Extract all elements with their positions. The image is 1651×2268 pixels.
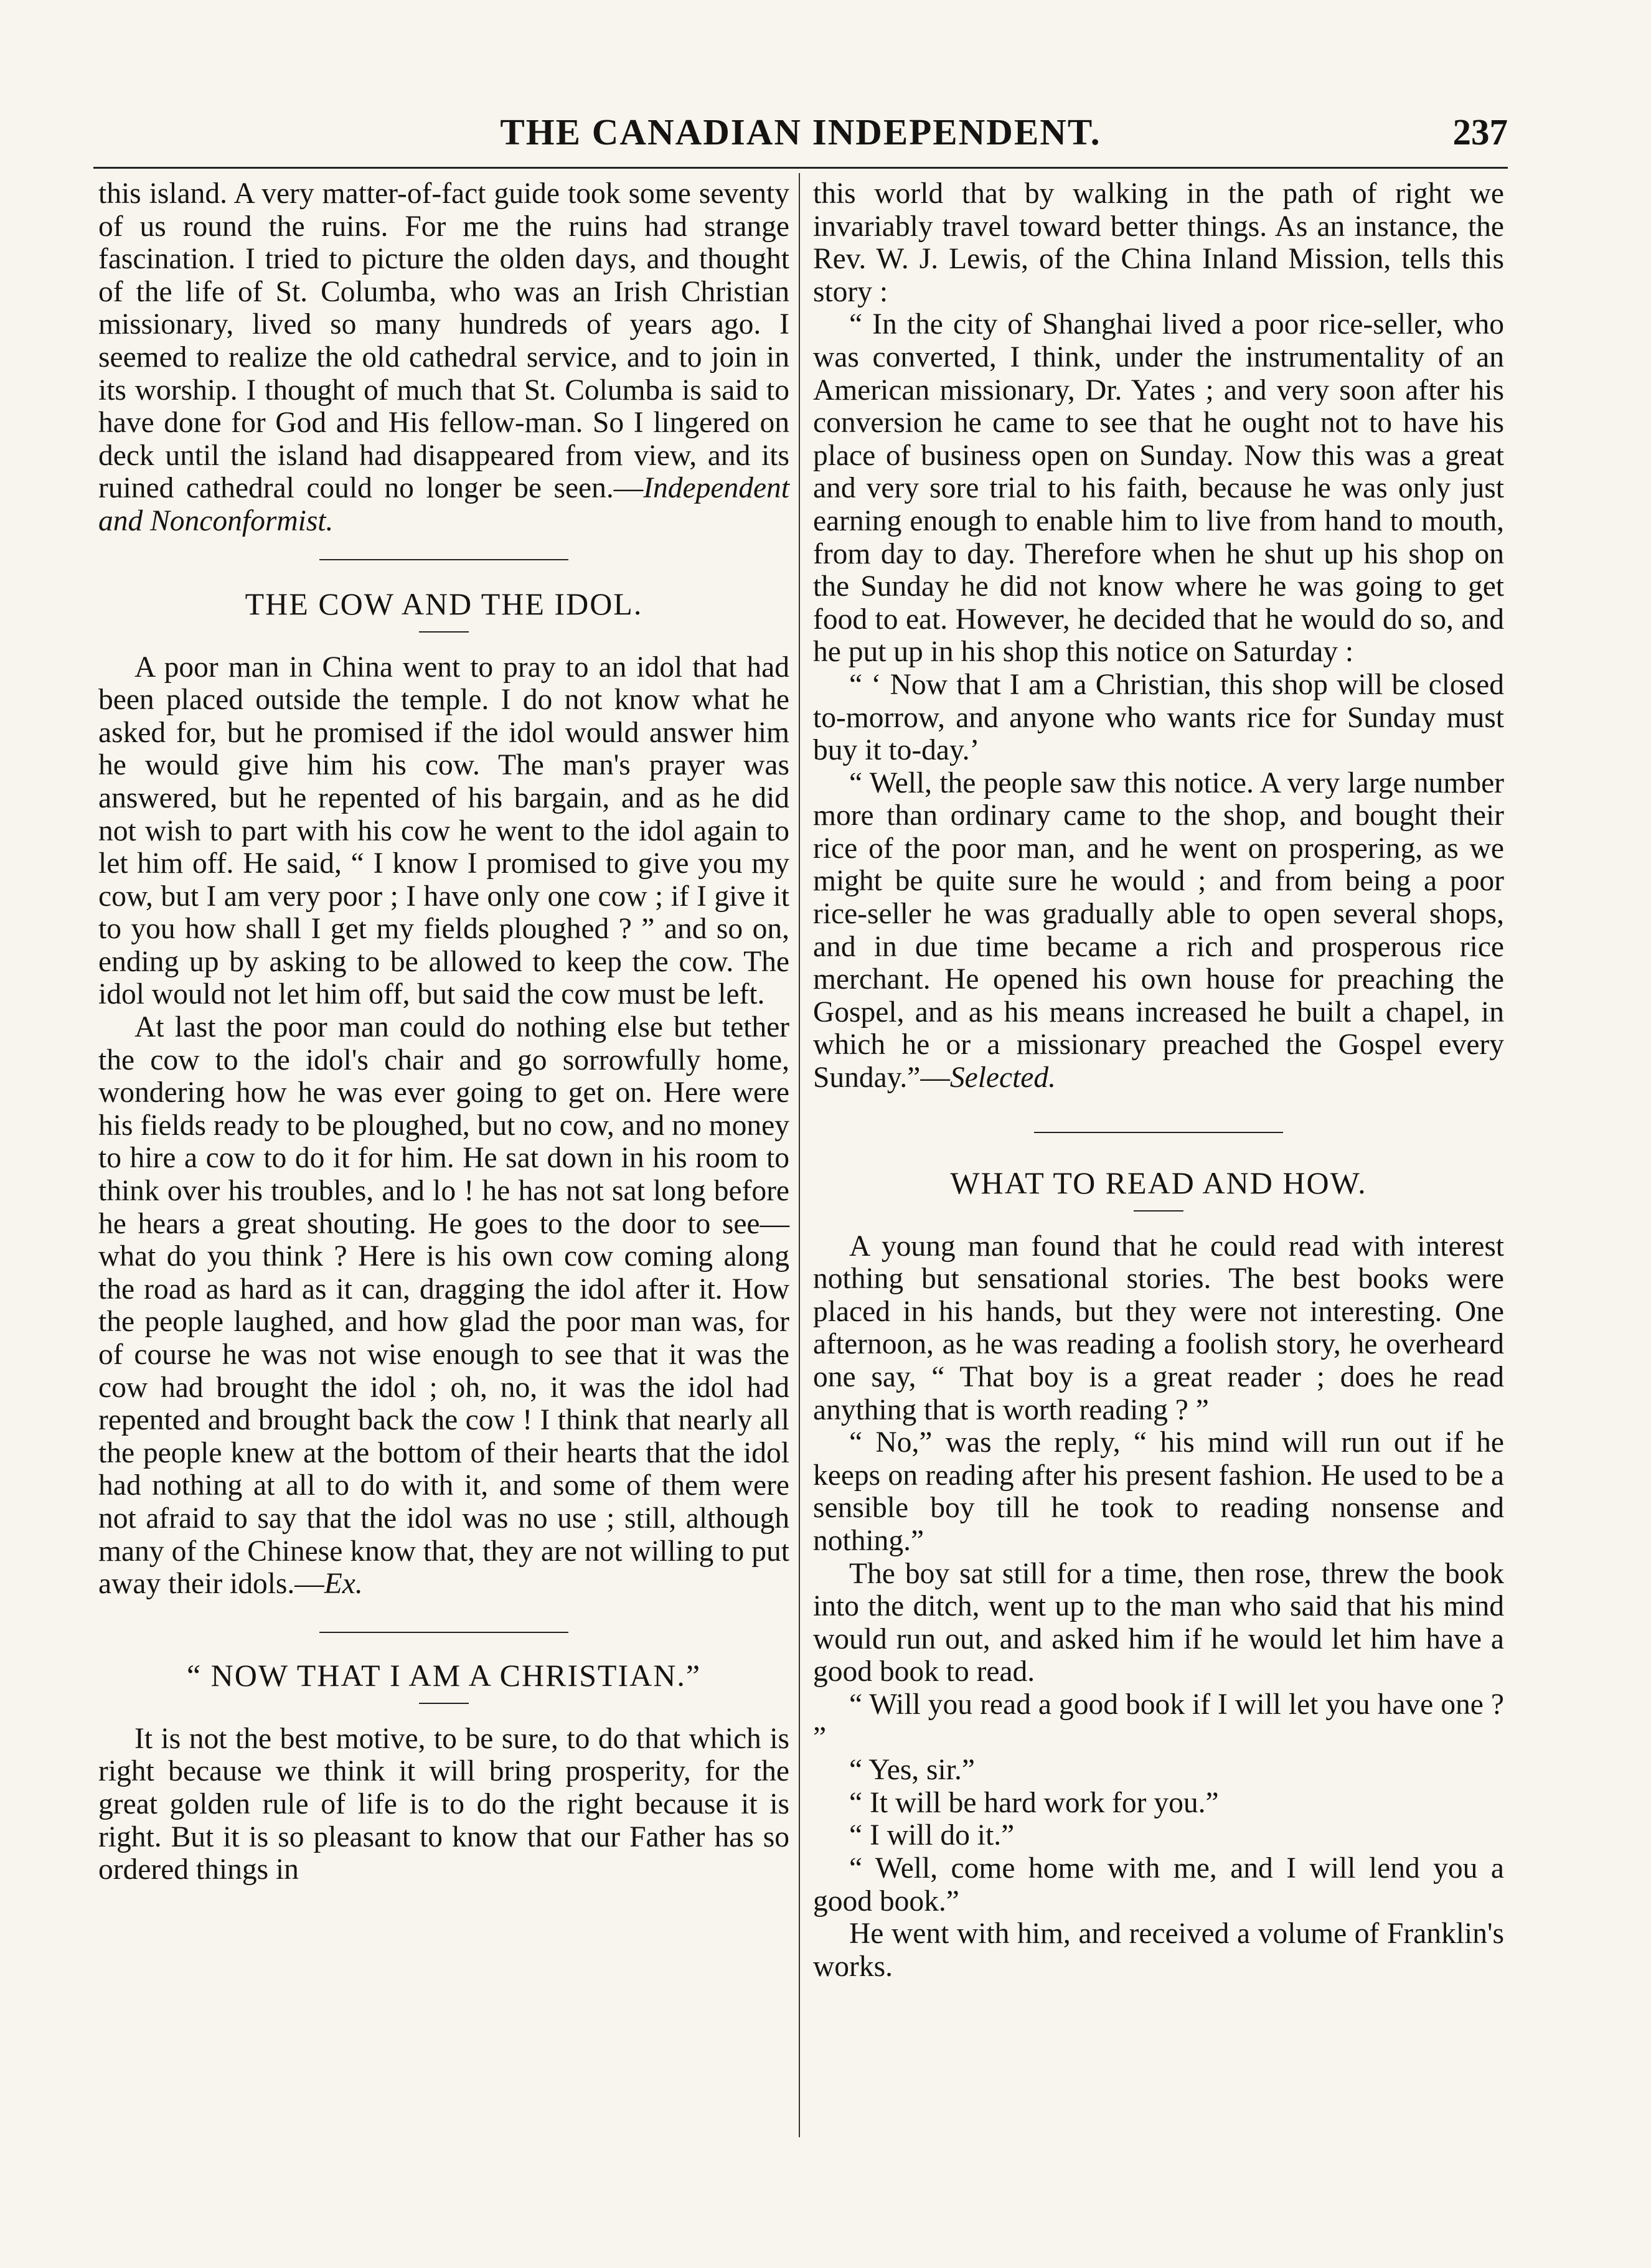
section-rule [1034, 1132, 1283, 1133]
left-column [98, 177, 789, 1886]
article-title-what-to-read-and-how: WHAT TO READ AND HOW. [950, 1165, 1367, 1200]
journal-title: THE CANADIAN INDEPENDENT. [500, 111, 1101, 153]
source-attribution: Selected. [949, 1061, 1056, 1094]
article-title-now-that-i-am-a-christian: “ NOW THAT I AM A CHRISTIAN.” [186, 1657, 702, 1693]
source-attribution: Ex. [324, 1568, 363, 1601]
paragraph-text: “ Well, the people saw this notice. A very large number more than ordinary came to the shop, and bought their rice of the poor man, and he went on prospering, as we might be quite sure he would ; and from being a poor rice-seller he was gradually able to open several shops, and in due time became a rich and prosperous rice merchant. He opened his own house for preaching the Gospel, and as his means increased he built a chapel, in which he or a missionary preached the Gospel every Sunday.”— [813, 766, 1504, 1094]
title-rule [419, 631, 469, 633]
paragraph [813, 767, 1504, 1094]
paragraph: “ No,” was the reply, “ his mind will run out if he keeps on reading after his present fashion. He used to be a sensible boy till he took to reading nonsense and nothing.” [813, 1426, 1504, 1557]
paragraph: “ It will be hard work for you.” [849, 1786, 1219, 1819]
section-rule [319, 559, 568, 560]
paragraph: A young man found that he could read with interest nothing but sensational stories. The best books were placed in his hands, but they were not interesting. One afternoon, as he was reading a foolish story, he overheard one say, “ That boy is a great reader ; does he read anything that is worth reading ? ” [813, 1230, 1504, 1426]
paragraph: A poor man in China went to pray to an idol that had been placed outside the temple. I do not know what he asked for, but he promised if the idol would answer him he would give him his cow. The man's prayer was answered, but he repented of his bargain, and as he did not wish to part with his cow he went to the idol again to let him off. He said, “ I know I promised to give you my cow, but I am very poor ; I have only one cow ; if I give it to you how shall I get my fields ploughed ? ” and so on, ending up by asking to be allowed to keep the cow. The idol would not let him off, but said the cow must be left. [98, 651, 789, 1011]
header-rule [93, 167, 1508, 169]
source-attribution: Independent and Nonconformist. [98, 472, 789, 537]
paragraph [98, 1011, 789, 1601]
paragraph: “ ‘ Now that I am a Christian, this shop will be closed to-morrow, and anyone who wants rice for Sunday must buy it to-day.’ [813, 668, 1504, 767]
title-rule [419, 1703, 469, 1704]
page-number: 237 [1452, 111, 1508, 153]
paragraph: He went with him, and received a volume of Franklin's works. [813, 1917, 1504, 1983]
paragraph: It is not the best motive, to be sure, to do that which is right because we think it will bring prosperity, for the great golden rule of life is to do the right because it is right. But it is so pleasant to know that our Father has so ordered things in [98, 1722, 789, 1886]
paragraph [98, 177, 789, 538]
right-column [813, 177, 1504, 1983]
paragraph: this world that by walking in the path of right we invariably travel toward better things. As an instance, the Rev. W. J. Lewis, of the China Inland Mission, tells this story : [813, 177, 1504, 308]
paragraph: “ Yes, sir.” [849, 1754, 975, 1787]
section-rule [319, 1632, 568, 1633]
title-rule [1134, 1210, 1183, 1212]
paragraph: “ Will you read a good book if I will let you have one ? ” [813, 1688, 1504, 1754]
column-divider [799, 173, 800, 2137]
paragraph-text: At last the poor man could do nothing else but tether the cow to the idol's chair and go sorrowfully home, wondering how he was ever going to get on. Here were his fields ready to be ploughed, but no cow, and no money to hire a cow to do it for him. He sat down in his room to think over his troubles, and lo ! he has not sat long before he hears a great shouting. He goes to the door to see—what do you think ? Here is his own cow coming along the road as hard as it can, dragging the idol after it. How the people laughed, and how glad the poor man was, for of course he was not wise enough to see that it was the cow had brought the idol ; oh, no, it was the idol had repented and brought back the cow ! I think that nearly all the people knew at the bottom of their hearts that the idol had nothing at all to do with it, and some of them were not afraid to say that the idol was no use ; still, although many of the Chinese know that, they are not willing to put away their idols.— [98, 1011, 789, 1601]
paragraph: The boy sat still for a time, then rose, threw the book into the ditch, went up to the man who said that his mind would run out, and asked him if he would let him have a good book to read. [813, 1557, 1504, 1688]
paragraph: “ In the city of Shanghai lived a poor rice-seller, who was converted, I think, under the instrumentality of an American missionary, Dr. Yates ; and very soon after his conversion he came to see that he ought not to have his place of business open on Sunday. Now this was a great and very sore trial to his faith, because he was only just earning enough to enable him to live from hand to mouth, from day to day. Therefore when he shut up his shop on the Sunday he did not know where he was going to get food to eat. However, he decided that he would do so, and he put up in his shop this notice on Saturday : [813, 308, 1504, 669]
paragraph: “ Well, come home with me, and I will lend you a good book.” [813, 1852, 1504, 1917]
paragraph: “ I will do it.” [849, 1819, 1015, 1852]
article-title-cow-and-idol: THE COW AND THE IDOL. [245, 586, 643, 621]
paragraph-text: this island. A very matter-of-fact guide took some seventy of us round the ruins. For me the ruins had strange fascination. I tried to picture the olden days, and thought of the life of St. Columba, who was an Irish Christian missionary, lived so many hundreds of years ago. I seemed to realize the old cathedral service, and to join in its worship. I thought of much that St. Columba is said to have done for God and His fellow-man. So I lingered on deck until the island had disappeared from view, and its ruined cathedral could no longer be seen.— [98, 177, 789, 505]
page-header [93, 111, 1508, 167]
